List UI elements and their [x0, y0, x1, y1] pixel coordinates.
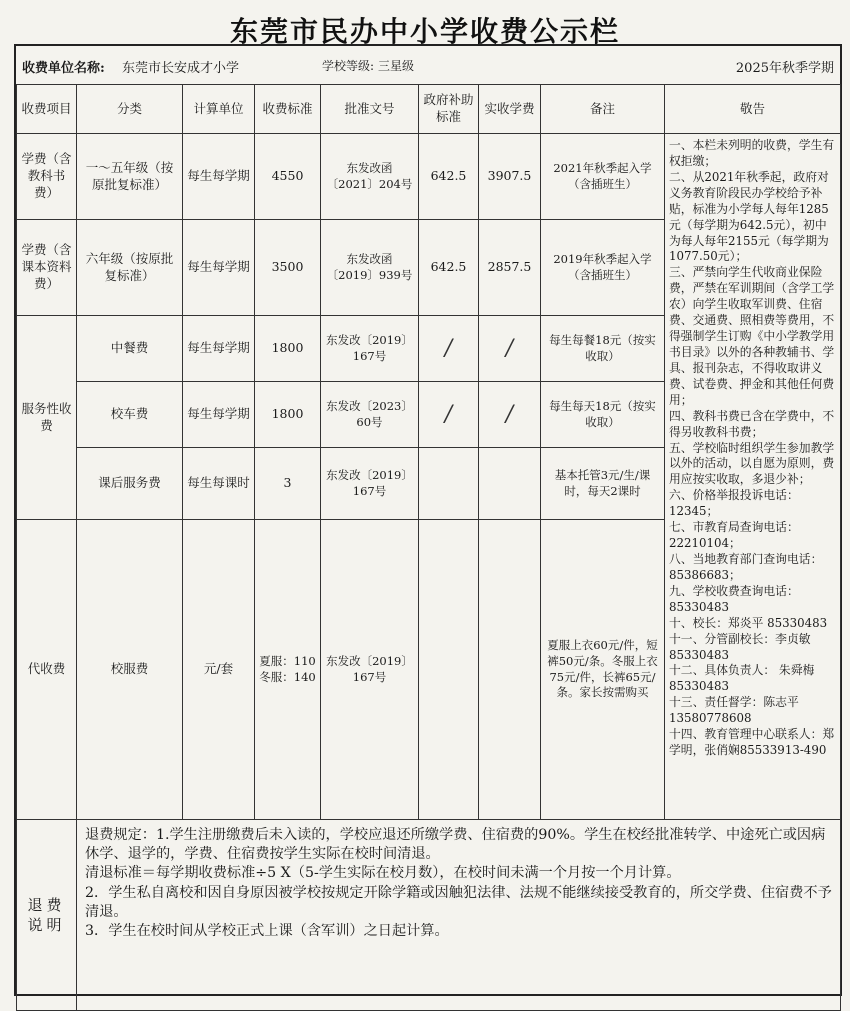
unit-cell: 每生每学期 [183, 316, 255, 382]
notice-line: 七、市教育局查询电话：22210104； [669, 520, 799, 551]
unit-cell: 每生每学期 [183, 220, 255, 316]
fee-table [16, 84, 841, 1011]
approval-cell: 东发改函〔2019〕939号 [321, 220, 419, 316]
col-unit: 计算单位 [183, 85, 255, 134]
col-subsidy: 政府补助标准 [419, 85, 479, 134]
col-category: 分类 [77, 85, 183, 134]
notice-line: 三、严禁向学生代收商业保险费，严禁在军训期间（含学工学农）向学生收取军训费、住宿费、交通费、照相费等费用，不得强制学生订购《中小学教学用书目录》以外的各种教辅书、学具、报刊杂志，不得收取讲义费、试卷费、押金和其他任何费用； [669, 265, 835, 407]
category-cell: 一～五年级（按原批复标准） [77, 134, 183, 220]
refund-line: 3．学生在校时间从学校正式上课（含军训）之日起计算。 [85, 922, 449, 939]
column-header-row [17, 85, 841, 134]
notice-line: 十二、具体负责人： 朱舜梅85330483 [669, 663, 815, 694]
actual-cell: / [479, 382, 541, 448]
remark-cell: 基本托管3元/生/课时，每天2课时 [541, 448, 665, 520]
col-approval: 批准文号 [321, 85, 419, 134]
notice-line: 十三、责任督学：陈志平13580778608 [669, 695, 799, 726]
category-cell: 校车费 [77, 382, 183, 448]
standard-summer: 夏服：110 [259, 653, 316, 668]
col-remark: 备注 [541, 85, 665, 134]
refund-text [77, 820, 841, 1011]
unit-label: 收费单位名称: [22, 61, 105, 76]
unit-value: 东莞市长安成才小学 [122, 61, 240, 76]
term-label: 2025年秋季学期 [735, 61, 834, 76]
col-notice: 敬告 [665, 85, 841, 134]
category-cell: 中餐费 [77, 316, 183, 382]
remark-cell: 2021年秋季起入学（含插班生） [541, 134, 665, 220]
level-value: 三星级 [378, 59, 415, 73]
refund-line: 2．学生私自离校和因自身原因被学校按规定开除学籍或因触犯法律、法规不能继续接受教育的，所交学费、住宿费不予清退。 [85, 884, 832, 920]
refund-line: 退费规定：1.学生注册缴费后未入读的，学校应退还所缴学费、住宿费的90%。学生在校经批准转学、中途死亡或因病休学、退学的，学费、住宿费按学生实际在校时间清退。 [85, 827, 826, 863]
remark-cell: 夏服上衣60元/件，短裤50元/条。冬服上衣75元/件，长裤65元/条。家长按需购买 [541, 520, 665, 820]
notice-cell [665, 134, 841, 820]
unit-cell: 每生每课时 [183, 448, 255, 520]
actual-cell: 3907.5 [479, 134, 541, 220]
remark-cell: 每生每天18元（按实收取） [541, 382, 665, 448]
subsidy-cell [419, 448, 479, 520]
refund-row [17, 820, 841, 1011]
standard-cell: 4550 [255, 134, 321, 220]
standard-cell: 1800 [255, 382, 321, 448]
subsidy-cell: 642.5 [419, 134, 479, 220]
subsidy-cell: 642.5 [419, 220, 479, 316]
standard-cell: 1800 [255, 316, 321, 382]
standard-cell [255, 520, 321, 820]
notice-line: 一、本栏未列明的收费，学生有权拒缴； [669, 138, 835, 168]
col-standard: 收费标准 [255, 85, 321, 134]
remark-cell: 2019年秋季起入学（含插班生） [541, 220, 665, 316]
refund-label: 退费说明 [17, 820, 77, 1011]
item-cell: 学费（含教科书费） [17, 134, 77, 220]
unit-cell: 每生每学期 [183, 134, 255, 220]
notice-line: 四、教科书费已含在学费中，不得另收教科书费； [669, 408, 835, 439]
unit-cell: 每生每学期 [183, 382, 255, 448]
group-cell-service: 服务性收费 [17, 316, 77, 520]
level-label: 学校等级: [322, 59, 375, 73]
approval-cell: 东发改〔2019〕167号 [321, 316, 419, 382]
notice-line: 六、价格举报投诉电话：12345； [669, 488, 799, 519]
refund-line: 清退标准＝每学期收费标准÷5 X（5-学生实际在校月数），在校时间未满一个月按一个月计算。 [85, 865, 681, 882]
category-cell: 六年级（按原批复标准） [77, 220, 183, 316]
standard-winter: 冬服：140 [259, 669, 316, 684]
category-cell: 课后服务费 [77, 448, 183, 520]
notice-line: 十一、分管副校长：李贞敏85330483 [669, 631, 811, 662]
actual-cell: / [479, 316, 541, 382]
subsidy-cell [419, 520, 479, 820]
header-row [16, 46, 840, 85]
notice-line: 五、学校临时组织学生参加教学以外的活动，以自愿为原则，费用应按实收取，多退少补； [669, 440, 835, 487]
table-row [17, 134, 841, 220]
notice-line: 十四、教育管理中心联系人：郑学明，张俏娴85533913-490 [669, 727, 835, 758]
approval-cell: 东发改函〔2021〕204号 [321, 134, 419, 220]
item-cell: 学费（含课本资料费） [17, 220, 77, 316]
remark-cell: 每生每餐18元（按实收取） [541, 316, 665, 382]
standard-cell: 3500 [255, 220, 321, 316]
group-cell-agency: 代收费 [17, 520, 77, 820]
standard-cell: 3 [255, 448, 321, 520]
actual-cell: 2857.5 [479, 220, 541, 316]
category-cell: 校服费 [77, 520, 183, 820]
actual-cell [479, 448, 541, 520]
notice-line: 八、当地教育部门查询电话：85386683； [669, 551, 823, 582]
col-item: 收费项目 [17, 85, 77, 134]
page-title: 东莞市民办中小学收费公示栏 [229, 15, 620, 48]
subsidy-cell: / [419, 382, 479, 448]
actual-cell [479, 520, 541, 820]
notice-line: 九、学校收费查询电话：85330483 [669, 583, 799, 614]
col-actual: 实收学费 [479, 85, 541, 134]
unit-cell: 元/套 [183, 520, 255, 820]
approval-cell: 东发改〔2023〕60号 [321, 382, 419, 448]
notice-line: 二、从2021年秋季起，政府对义务教育阶段民办学校给予补贴，标准为小学每人每年1285元（每学期为642.5元），初中为每人每年2155元（每学期为1077.50元）； [669, 169, 829, 264]
notice-line: 十、校长：郑炎平 85330483 [669, 615, 828, 630]
fee-notice-sheet [14, 44, 842, 996]
approval-cell: 东发改〔2019〕167号 [321, 448, 419, 520]
subsidy-cell: / [419, 316, 479, 382]
approval-cell: 东发改〔2019〕167号 [321, 520, 419, 820]
